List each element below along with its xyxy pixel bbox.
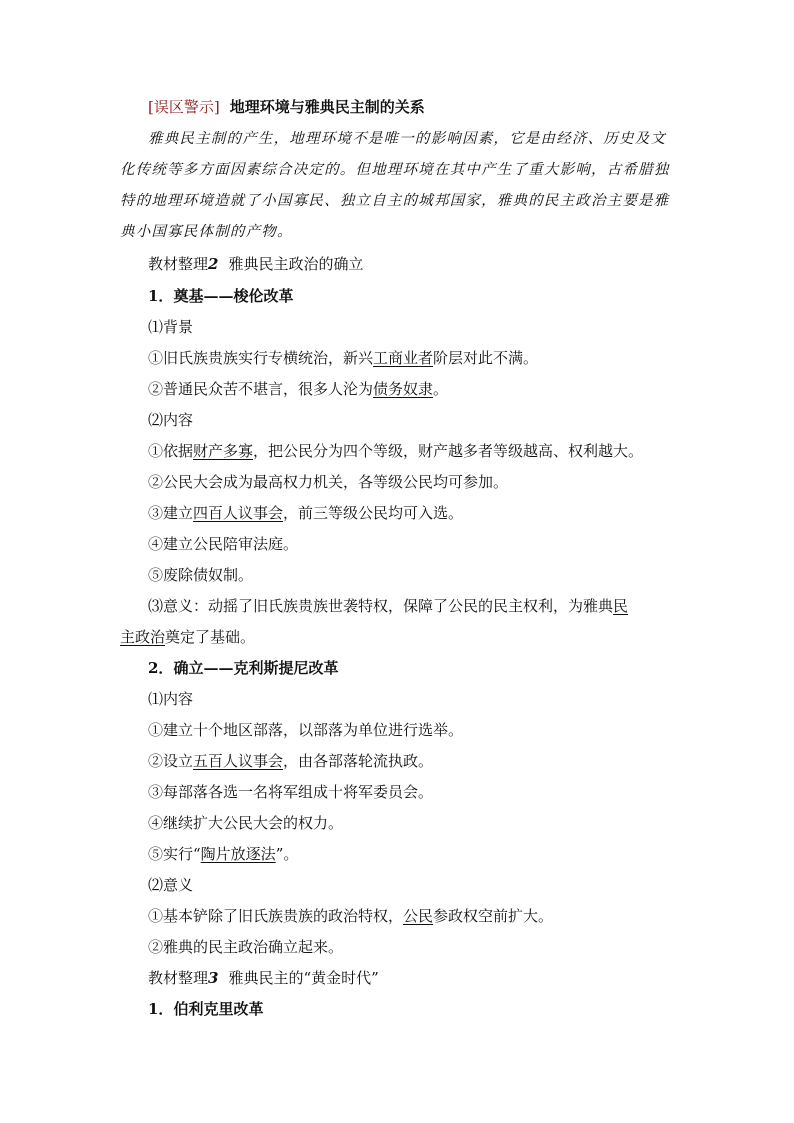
- subsection-heading: [148, 658, 704, 678]
- warning-title: 地理环境与雅典民主制的关系: [229, 98, 425, 116]
- section-label: 教材整理: [148, 969, 209, 987]
- list-item: ②雅典的民主政治确立起来。: [148, 938, 344, 956]
- subsection-heading: [148, 999, 704, 1019]
- subsection-number: 1．: [148, 1000, 174, 1018]
- underlined-term: 公民: [403, 907, 434, 925]
- subsection-title: 确立——克利斯提尼改革: [173, 659, 339, 677]
- list-item: ①依据财产多寡，把公民分为四个等级，财产越多者等级越高、权利越大。: [148, 442, 644, 460]
- underlined-term: 五百人议事会: [193, 752, 284, 770]
- list-item: ②公民大会成为最高权力机关，各等级公民均可参加。: [148, 473, 509, 491]
- warning-text-line: 特的地理环境造就了小国寡民、独立自主的城邦国家，雅典的民主政治主要是雅: [120, 193, 670, 209]
- warning-text-line: 化传统等多方面因素综合决定的。但地理环境在其中产生了重大影响，古希腊独: [120, 162, 670, 178]
- warning-heading: [148, 97, 704, 117]
- list-item: ⑤实行“陶片放逐法”。: [148, 845, 299, 863]
- significance-line: ⑶意义：动摇了旧氏族贵族世袭特权，保障了公民的民主权利，为雅典民: [148, 597, 629, 615]
- significance-line: 主政治奠定了基础。: [120, 628, 256, 646]
- item-label: ⑴背景: [148, 318, 194, 336]
- item-label: ⑵意义: [148, 876, 194, 894]
- subsection-number: 2．: [148, 659, 174, 677]
- section-label: 教材整理: [148, 255, 209, 273]
- underlined-term: 民: [613, 597, 629, 615]
- list-item: ④建立公民陪审法庭。: [148, 535, 299, 553]
- list-item: ③建立四百人议事会，前三等级公民均可入选。: [148, 504, 464, 522]
- subsection-title: 奠基——梭伦改革: [173, 287, 294, 305]
- section-title: 雅典民主政治的确立: [228, 255, 364, 273]
- section-heading: [148, 968, 704, 988]
- warning-text-line: 典小国寡民体制的产物。: [120, 224, 293, 240]
- list-item: ①建立十个地区部落，以部落为单位进行选举。: [148, 721, 464, 739]
- list-item: ③每部落各选一名将军组成十将军委员会。: [148, 783, 434, 801]
- underlined-term: 四百人议事会: [193, 504, 284, 522]
- list-item: ①基本铲除了旧氏族贵族的政治特权，公民参政权空前扩大。: [148, 907, 554, 925]
- list-item: ①旧氏族贵族实行专横统治，新兴工商业者阶层对此不满。: [148, 349, 539, 367]
- list-item: ②普通民众苦不堪言，很多人沦为债务奴隶。: [148, 380, 449, 398]
- section-number: 3: [208, 969, 219, 987]
- list-item: ⑤废除债奴制。: [148, 566, 254, 584]
- warning-text-line: 雅典民主制的产生，地理环境不是唯一的影响因素，它是由经济、历史及文: [148, 131, 667, 147]
- subsection-heading: [148, 286, 704, 306]
- section-heading: [148, 254, 704, 274]
- list-item: ④继续扩大公民大会的权力。: [148, 814, 344, 832]
- subsection-title: 伯利克里改革: [173, 1000, 264, 1018]
- underlined-term: 主政治: [120, 628, 166, 646]
- underlined-term: 工商业者: [373, 349, 434, 367]
- underlined-term: 财产多寡: [193, 442, 254, 460]
- list-item: ②设立五百人议事会，由各部落轮流执政。: [148, 752, 434, 770]
- item-label: ⑵内容: [148, 411, 194, 429]
- underlined-term: 债务奴隶: [373, 380, 434, 398]
- section-title: 雅典民主的“黄金时代”: [228, 969, 379, 987]
- item-label: ⑴内容: [148, 690, 194, 708]
- warning-tag: [误区警示]: [148, 98, 220, 116]
- section-number: 2: [208, 255, 219, 273]
- subsection-number: 1．: [148, 287, 174, 305]
- underlined-term: 陶片放逐法: [200, 845, 276, 863]
